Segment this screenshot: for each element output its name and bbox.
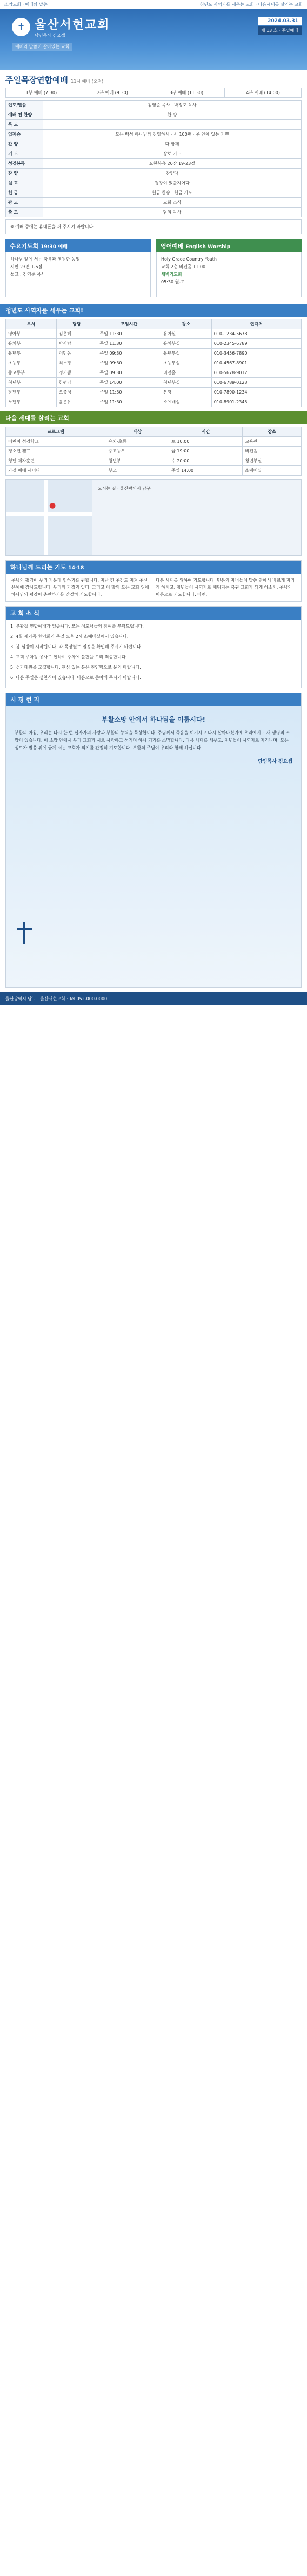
- order-value: 요한복음 20장 19-23절: [43, 159, 302, 169]
- order-value: 장로 기도: [43, 149, 302, 159]
- worship-title: 주일목장연합예배 11시 예배 (오전): [5, 75, 104, 85]
- wednesday-line: 설교 : 김영준 목사: [10, 272, 45, 277]
- news-item: 5. 성가대원을 모집합니다. 관심 있는 분은 찬양팀으로 문의 바랍니다.: [10, 665, 141, 670]
- column-card: [5, 693, 302, 988]
- map-pin-icon: ●: [49, 501, 56, 510]
- next-gen-header: 대상: [106, 427, 169, 437]
- date-sub: 제 13 호 · 주일예배: [258, 26, 302, 35]
- header-banner: [0, 9, 307, 70]
- location-block: [5, 479, 302, 556]
- news-head: 교 회 소 식: [6, 607, 301, 620]
- order-value: 헌금 찬송 · 헌금 기도: [43, 188, 302, 198]
- column-head: 시 평 현 지: [6, 693, 301, 706]
- order-label: 묵 도: [6, 120, 43, 130]
- order-value: 다 함께: [43, 139, 302, 149]
- order-label: 설 교: [6, 178, 43, 188]
- wednesday-panel-body: [5, 252, 151, 297]
- ministry-header: 담당: [56, 319, 97, 329]
- church-emblem-icon: ✝: [12, 18, 30, 36]
- top-bar: [0, 0, 307, 9]
- table-row: 노년부 윤온유 주일 11:30 소예배실 010-8901-2345: [6, 397, 302, 407]
- news-item: 2. 4월 새가족 환영회가 주일 오후 2시 소예배실에서 있습니다.: [10, 634, 129, 639]
- english-panel-head: 영어예배 English Worship: [156, 239, 302, 252]
- english-line: Holy Grace Country Youth: [161, 257, 217, 262]
- news-card: [5, 606, 302, 688]
- table-row: 청년부 한평강 주일 14:00 청년부실 010-6789-0123: [6, 378, 302, 388]
- english-line: 교회 2층 비전홀 11:00: [161, 264, 206, 269]
- order-value: 찬양대: [43, 169, 302, 178]
- cross-icon: [17, 922, 32, 944]
- prayer-head: 하나님께 드리는 기도 14-18: [6, 561, 301, 574]
- table-row: 유년부 이믿음 주일 09:30 유년부실 010-3456-7890: [6, 349, 302, 358]
- order-label: 헌 금: [6, 188, 43, 198]
- wednesday-time: 19:30 예배: [40, 244, 68, 250]
- top-motto: 청년도 사역자를 세우는 교회 · 다음세대를 살리는 교회: [199, 2, 303, 7]
- table-row: 중고등부 정기쁨 주일 09:30 비전홀 010-5678-9012: [6, 368, 302, 378]
- wednesday-line: 하나님 앞에 서는 축복과 영원한 동행: [10, 257, 80, 262]
- order-label: 입례송: [6, 130, 43, 139]
- pastor-name: 담임목사 김요셉: [35, 33, 65, 38]
- order-label: 예배 전 찬양: [6, 110, 43, 120]
- wednesday-line: 시편 23편 1-6절: [10, 264, 43, 269]
- order-value: 교회 소식: [43, 198, 302, 208]
- prayer-card: [5, 560, 302, 602]
- column-banner: [6, 706, 301, 987]
- english-sub: English Worship: [185, 244, 231, 250]
- next-gen-table: [5, 427, 302, 476]
- ministry-header: 장소: [161, 319, 211, 329]
- next-gen-header: 시간: [169, 427, 243, 437]
- prayer-body: [6, 574, 301, 601]
- column-title: 부활소망 안에서 하나됨을 이룹시다!: [102, 716, 205, 723]
- table-row: 초등부 최소망 주일 09:30 초등부실 010-4567-8901: [6, 358, 302, 368]
- news-item: 1. 부활절 연합예배가 있습니다. 모든 성도님들의 참여를 부탁드립니다.: [10, 624, 144, 629]
- column-signature: 담임목사 김요셉: [258, 759, 292, 764]
- news-item: 3. 봄 심방이 시작됩니다. 각 목장별로 일정을 확인해 주시기 바랍니다.: [10, 644, 143, 649]
- order-value: 담임 목사: [43, 208, 302, 217]
- banner-tagline: 예배와 말씀이 살아있는 교회: [12, 43, 72, 51]
- english-line: 새벽기도회: [161, 272, 182, 277]
- worship-times-table: [5, 88, 302, 98]
- order-value: 김영준 목사 · 박정호 목사: [43, 101, 302, 110]
- order-value: 찬 양: [43, 110, 302, 120]
- ministry-header: 연락처: [211, 319, 301, 329]
- date-main: 2024.03.31: [258, 17, 302, 25]
- top-left-text: 소망교회 · 예배와 말씀: [4, 2, 48, 7]
- order-label: 성경봉독: [6, 159, 43, 169]
- worship-subtitle: 11시 예배 (오전): [71, 79, 104, 84]
- order-value: 평강이 있을지어다: [43, 178, 302, 188]
- church-logo[interactable]: [12, 16, 110, 38]
- time-cell: 1부 예배 (7:30): [6, 88, 77, 98]
- order-value: 모든 백성 하나님께 찬양하세 · 시 100편 · 주 안에 있는 기쁨: [43, 130, 302, 139]
- table-row: 청년 제자훈련 청년부 수 20:00 청년부실: [6, 456, 302, 466]
- ministry-bar: 청년도 사역자를 세우는 교회!: [0, 304, 307, 317]
- time-cell: 2부 예배 (9:30): [77, 88, 148, 98]
- prayer-left: 주님의 평강이 우리 가운데 임하기를 원합니다. 지난 한 주간도 지켜 주신 은혜에 감사드립니다. 우리의 가정과 일터, 그리고 이 땅의 모든 교회 위에 하나님의 평강이 충만하기를 간절히 기도합니다.: [11, 578, 149, 597]
- footer: 울산광역시 남구 · 울산서현교회 · Tel 052-000-0000: [0, 992, 307, 1005]
- church-map[interactable]: [6, 480, 92, 555]
- english-panel-body: [156, 252, 302, 297]
- next-gen-header: 프로그램: [6, 427, 106, 437]
- ministry-header: 모임시간: [97, 319, 161, 329]
- order-value: [43, 120, 302, 130]
- table-row: 청소년 캠프 중고등부 금 19:00 비전홀: [6, 447, 302, 456]
- order-label: 찬 양: [6, 169, 43, 178]
- time-cell: 3부 예배 (11:30): [148, 88, 225, 98]
- table-row: 장년부 오충성 주일 11:30 본당 010-7890-1234: [6, 388, 302, 397]
- order-label: 인도/말씀: [6, 101, 43, 110]
- column-body: 부활의 아침, 우리는 다시 한 번 십자가의 사랑과 부활의 능력을 묵상합니다. 주님께서 죽음을 이기시고 다시 살아나셨기에 우리에게도 새 생명의 소망이 있습니다. 이 소망 안에서 우리 교회가 서로 사랑하고 섬기며 하나 되기를 소망합니다. 다음 세대를 세우고, 청년들이 사역자로 자라나며, 모든 성도가 말씀 위에 굳게 서는 교회가 되기를 간절히 기도합니다. 부활의 주님이 우리와 함께 하십니다.: [15, 730, 290, 750]
- table-row: 어린이 성경학교 유치-초등 토 10:00 교육관: [6, 437, 302, 447]
- ministry-table: [5, 319, 302, 407]
- church-name: 울산서현교회: [35, 18, 110, 32]
- english-line: 05:30 월-토: [161, 279, 185, 284]
- ministry-header: 부서: [6, 319, 57, 329]
- prayer-right: 다음 세대를 위하여 기도합니다. 믿음의 자녀들이 말씀 안에서 바르게 자라게 하시고, 청년들이 사역자로 세워지는 복된 교회가 되게 하소서. 주님의 이름으로 기도합니다. 아멘.: [156, 578, 295, 597]
- next-gen-header: 장소: [243, 427, 302, 437]
- time-cell: 4부 예배 (14:00): [225, 88, 302, 98]
- next-gen-bar: 다음 세대를 살리는 교회: [0, 411, 307, 424]
- table-row: 영아부 김은혜 주일 11:30 유아실 010-1234-5678: [6, 329, 302, 339]
- prayer-sub: 14-18: [68, 565, 84, 571]
- news-item: 6. 다음 주일은 성찬식이 있습니다. 마음으로 준비해 주시기 바랍니다.: [10, 675, 141, 680]
- news-item: 4. 교회 주차장 공사로 인하여 주차에 불편을 드려 죄송합니다.: [10, 655, 127, 660]
- order-label: 기 도: [6, 149, 43, 159]
- table-row: 가정 예배 세미나 부모 주일 14:00 소예배실: [6, 466, 302, 476]
- order-label: 축 도: [6, 208, 43, 217]
- wednesday-panel-head: 수요기도회 19:30 예배: [5, 239, 151, 252]
- worship-notice: ※ 예배 중에는 휴대폰을 꺼 주시기 바랍니다.: [5, 219, 302, 234]
- order-label: 광 고: [6, 198, 43, 208]
- table-row: 유치부 박사랑 주일 11:30 유치부실 010-2345-6789: [6, 339, 302, 349]
- news-body: [6, 620, 301, 688]
- order-label: 찬 양: [6, 139, 43, 149]
- extra-services: [0, 236, 307, 301]
- bulletin-date: [258, 17, 302, 35]
- map-caption: 오시는 길 · 울산광역시 남구: [98, 486, 151, 491]
- worship-order-table: [5, 100, 302, 217]
